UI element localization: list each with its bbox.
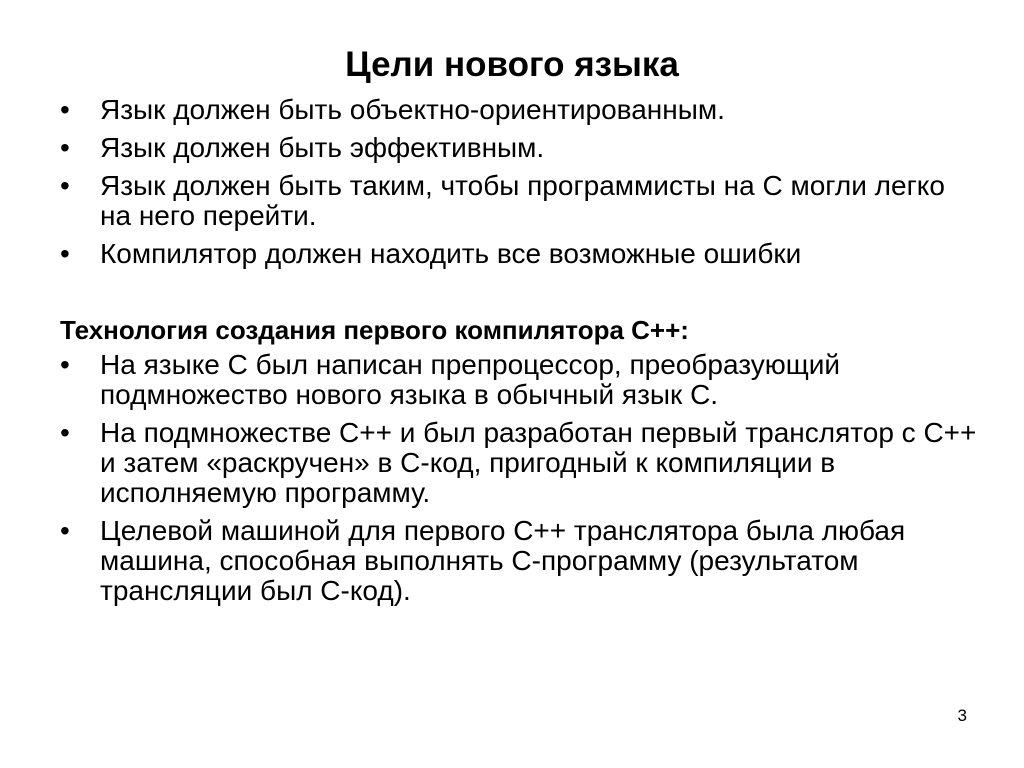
bullet-icon: • — [60, 170, 70, 201]
technology-item — [60, 350, 980, 410]
bullet-icon: • — [60, 515, 70, 546]
technology-block — [60, 315, 980, 614]
technology-item — [60, 418, 980, 508]
goal-text: Язык должен быть эффективным. — [100, 132, 545, 163]
technology-text: На языке С был написан препроцессор, преобразующий подмножество нового языка в обычный язык С. — [100, 349, 841, 410]
technology-text: Целевой машиной для первого С++ транслятора была любая машина, способная выполнять С-программу (результатом трансляции был С-код). — [100, 515, 906, 606]
technology-text: На подмножестве С++ и был разработан первый транслятор с С++ и затем «раскручен» в С-код, пригодный к компиляции в исполняемую программу. — [100, 417, 977, 508]
goal-item — [60, 239, 980, 269]
goal-item — [60, 95, 980, 125]
page-number: 3 — [957, 706, 967, 725]
goal-text: Язык должен быть объектно-ориентированным. — [100, 94, 725, 125]
goals-block — [60, 95, 980, 277]
technology-list — [60, 350, 980, 606]
bullet-icon: • — [60, 94, 70, 125]
goal-item — [60, 171, 980, 231]
section-heading: Технология создания первого компилятора С++: — [60, 315, 689, 345]
technology-item — [60, 516, 980, 606]
bullet-icon: • — [60, 132, 70, 163]
bullet-icon: • — [60, 238, 70, 269]
slide-title: Цели нового языка — [345, 45, 679, 84]
bullet-icon: • — [60, 417, 70, 448]
bullet-icon: • — [60, 349, 70, 380]
goal-item — [60, 133, 980, 163]
goal-text: Компилятор должен находить все возможные ошибки — [100, 238, 802, 269]
goals-list — [60, 95, 980, 269]
goal-text: Язык должен быть таким, чтобы программисты на С могли легко на него перейти. — [100, 170, 945, 231]
